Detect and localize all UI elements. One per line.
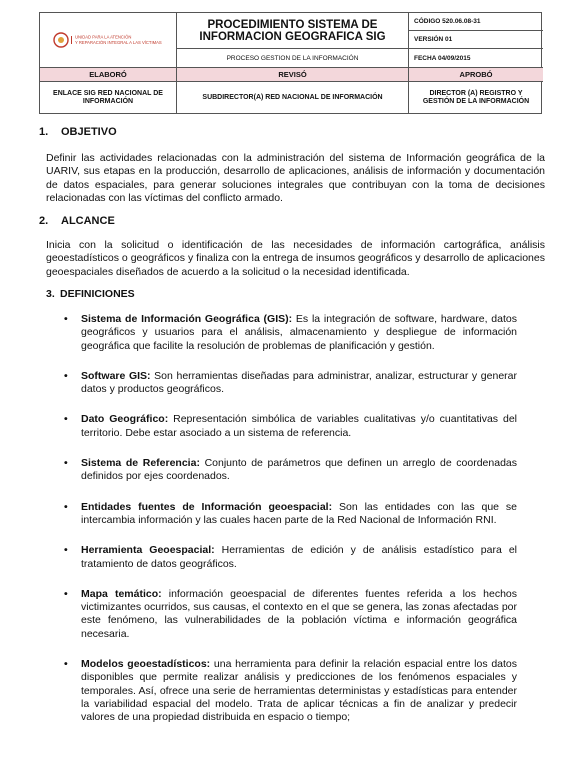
document-title: PROCEDIMIENTO SISTEMA DE INFORMACION GEOGRAFICA SIG	[177, 13, 409, 49]
document-date: FECHA 04/09/2015	[409, 49, 543, 68]
definition-term: Herramienta Geoespacial:	[81, 544, 215, 557]
logo-text-line2: Y REPARACIÓN INTEGRAL A LAS VÍCTIMAS	[75, 40, 162, 45]
definition-text: Son herramientas diseñadas para administrar, analizar, estructurar y generar datos y productos geográficos.	[81, 369, 517, 396]
section-heading-definiciones	[46, 288, 135, 300]
bullet-icon: •	[64, 457, 68, 470]
definition-item	[64, 413, 517, 440]
logo-cell	[40, 13, 177, 68]
definition-term: Software GIS:	[81, 369, 151, 382]
definition-item	[64, 313, 517, 353]
bullet-icon: •	[64, 413, 68, 426]
bullet-icon: •	[64, 313, 68, 325]
document-version: VERSIÓN 01	[409, 31, 543, 49]
document-header-table	[39, 12, 542, 114]
definition-item	[64, 588, 517, 641]
reviso-label: REVISÓ	[177, 68, 409, 82]
section-title: OBJETIVO	[61, 126, 117, 138]
definition-term: Modelos geoestadísticos:	[81, 658, 211, 671]
bullet-icon: •	[64, 500, 68, 513]
definition-item	[64, 658, 517, 724]
alcance-paragraph: Inicia con la solicitud o identificación de las necesidades de información cartográfica, análisis geoestadísticos o geográficos y finaliza con la entrega de insumos geográficos y desarrollo de aplicaciones geoespaciales diseñados de acuerdo a la solicitud o la necesidad identificada.	[46, 239, 545, 278]
definition-term: Entidades fuentes de Información geoespacial:	[81, 500, 333, 513]
definition-item	[64, 457, 517, 484]
aprobo-label: APROBÓ	[409, 68, 543, 82]
section-title: ALCANCE	[61, 215, 115, 227]
bullet-icon: •	[64, 587, 68, 600]
section-number: 2.	[39, 215, 49, 227]
uariv-logo-graphic	[49, 27, 167, 53]
elaboro-label: ELABORÓ	[40, 68, 177, 82]
process-name: PROCESO GESTION DE LA INFORMACIÓN	[177, 49, 409, 68]
bullet-icon: •	[64, 544, 68, 557]
definition-text: Representación simbólica de variables cualitativas y/o cuantitativas del territorio. Debe estar asociado a un sistema de referencia.	[81, 413, 517, 439]
definition-text: Conjunto de parámetros que definen un arreglo de coordenadas definidos por ejes coordenados.	[81, 457, 517, 483]
definitions-list	[64, 313, 517, 742]
section-number: 3.	[46, 288, 55, 300]
definition-text: una herramienta para definir la relación espacial entre los datos disponibles que permite realizar análisis y predicciones de los fenómenos espaciales y temporales. Así, ofrece una serie de herramientas deterministas y estadísticas para entender la variabilidad espacial del modelo. Trata de aplicar técnicas a fin de analizar y predecir valores de una propiedad distribuida en espacio o tiempo;	[81, 658, 518, 724]
definition-term: Dato Geográfico:	[81, 413, 169, 426]
objetivo-paragraph: Definir las actividades relacionadas con la administración del sistema de Información geográfica de la UARIV, sus etapas en la producción, desarrollo de aplicaciones, análisis de información y documentación de datos espaciales, para generar soluciones integrales que contribuyan con la toma de decisiones relacionadas con las víctimas del conflicto armado.	[46, 152, 545, 204]
logo-text-line1: UNIDAD PARA LA ATENCIÓN	[75, 34, 132, 40]
definition-item	[64, 501, 517, 528]
definition-text: información geoespacial de diferentes fuentes referida a los hechos victimizantes ocurridos, sus causas, el contexto en el que se genera, las zonas afectadas por este fenómeno, las vulnerabilidades de la población víctima e información geográfica necesaria.	[81, 587, 517, 640]
definition-term: Sistema de Información Geográfica (GIS):	[81, 313, 293, 325]
section-number: 1.	[39, 126, 49, 138]
definition-term: Mapa temático:	[81, 587, 162, 600]
reviso-value: SUBDIRECTOR(A) RED NACIONAL DE INFORMACIÓN	[177, 82, 409, 113]
section-heading-objetivo	[39, 126, 117, 138]
definition-text: Son las entidades con las que se intercambia información y las cuales hacen parte de la Red Nacional de Información RNI.	[81, 500, 517, 526]
definition-text: Es la integración de software, hardware, datos geográficos y usuarios para el análisis, almacenamiento y despliegue de información geográfica que facilite la resolución de problemas de planificación y gestión.	[81, 313, 517, 352]
bullet-icon: •	[64, 658, 68, 671]
document-code: CÓDIGO 520.06.08-31	[409, 13, 543, 31]
section-title: DEFINICIONES	[60, 288, 135, 300]
definition-item	[64, 544, 517, 571]
elaboro-value: ENLACE SIG RED NACIONAL DE INFORMACIÓN	[40, 82, 177, 113]
definition-term: Sistema de Referencia:	[81, 457, 200, 470]
definition-item	[64, 370, 517, 397]
uariv-logo	[49, 27, 167, 53]
aprobo-value: DIRECTOR (A) REGISTRO Y GESTIÓN DE LA INFORMACIÓN	[422, 89, 530, 105]
definition-text: Herramientas de edición y de análisis estadístico para el tratamiento de datos geográficos.	[81, 544, 517, 570]
bullet-icon: •	[64, 369, 68, 382]
section-heading-alcance	[39, 215, 115, 227]
